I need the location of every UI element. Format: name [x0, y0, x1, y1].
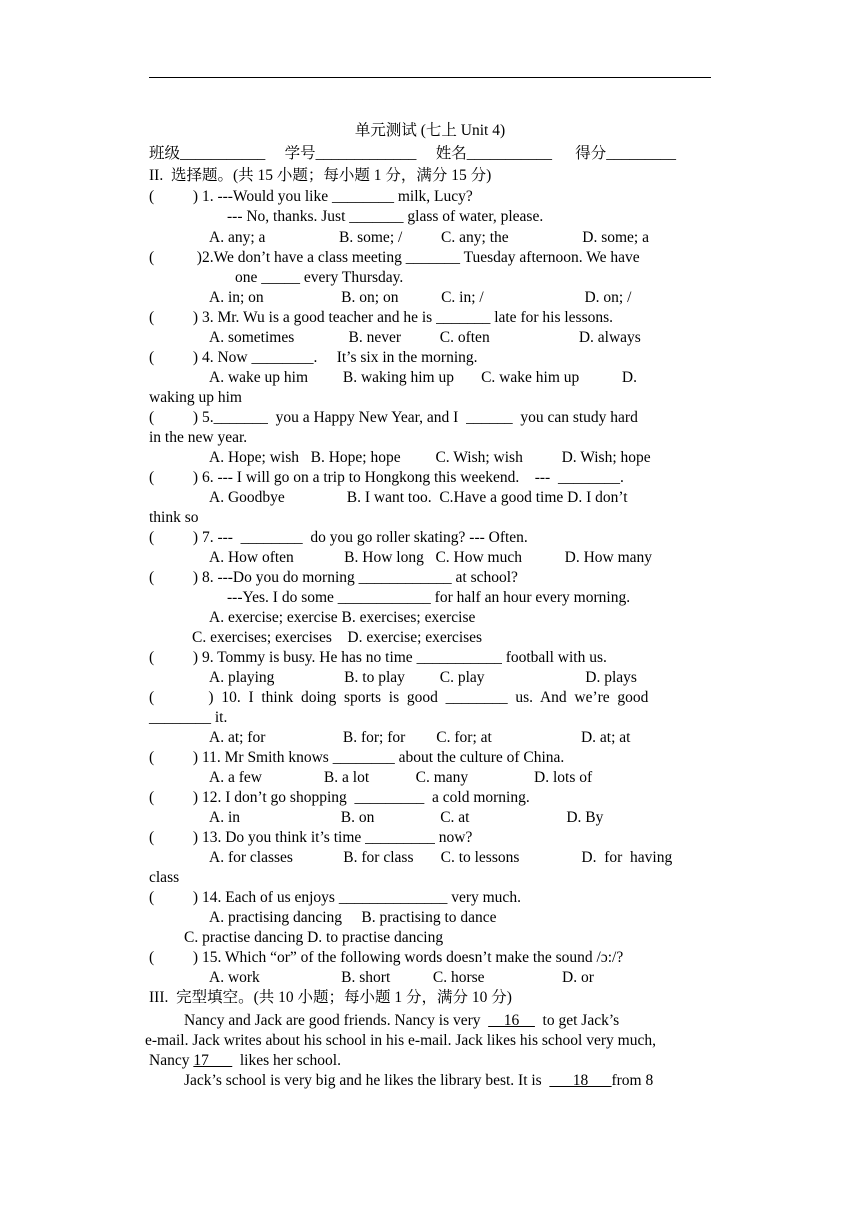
- blank-17: 17___: [193, 1052, 233, 1069]
- options-line: A. at; for B. for; for C. for; at D. at; at: [209, 729, 631, 746]
- question-line: ( ) 4. Now ________. It’s six in the morning.: [149, 349, 478, 366]
- options-line: C. practise dancing D. to practise dancing: [184, 929, 444, 946]
- options-line: A. exercise; exercise B. exercises; exercise: [209, 609, 476, 626]
- question-line: ( ) 5._______ you a Happy New Year, and I ______ you can study hard: [149, 409, 638, 426]
- options-line: A. playing B. to play C. play D. plays: [209, 669, 637, 686]
- question-line: one _____ every Thursday.: [235, 269, 404, 286]
- question-line: ( ) 11. Mr Smith knows ________ about the culture of China.: [149, 749, 565, 766]
- question-line: ---Yes. I do some ____________ for half an hour every morning.: [227, 589, 631, 606]
- blank-18: ___18___: [549, 1072, 612, 1089]
- options-line: A. How often B. How long C. How much D. How many: [209, 549, 653, 566]
- cloze-paragraph-line: Nancy 17___ likes her school.: [149, 1052, 341, 1069]
- page-title: 单元测试 (七上 Unit 4): [354, 122, 506, 139]
- options-line: waking up him: [149, 389, 242, 406]
- blank-16: __16__: [488, 1012, 535, 1029]
- options-line: C. exercises; exercises D. exercise; exercises: [192, 629, 483, 646]
- question-line: ( ) 7. --- ________ do you go roller skating? --- Often.: [149, 529, 528, 546]
- options-line: A. Goodbye B. I want too. C.Have a good time D. I don’t: [209, 489, 628, 506]
- options-line: A. wake up him B. waking him up C. wake him up D.: [209, 369, 637, 386]
- options-line: think so: [149, 509, 199, 526]
- cloze-paragraph-line: Nancy and Jack are good friends. Nancy is very __16__ to get Jack’s: [184, 1012, 620, 1029]
- question-line: ( ) 14. Each of us enjoys ______________ very much.: [149, 889, 521, 906]
- question-line: --- No, thanks. Just _______ glass of water, please.: [227, 208, 544, 225]
- options-line: A. in; on B. on; on C. in; / D. on; /: [209, 289, 632, 306]
- question-line: ( ) 13. Do you think it’s time _________ now?: [149, 829, 473, 846]
- options-line: A. Hope; wish B. Hope; hope C. Wish; wish D. Wish; hope: [209, 449, 651, 466]
- question-line: ( ) 9. Tommy is busy. He has no time ___________ football with us.: [149, 649, 607, 666]
- question-line: ( ) 3. Mr. Wu is a good teacher and he is _______ late for his lessons.: [149, 309, 614, 326]
- section-3-heading: III. 完型填空。(共 10 小题；每小题 1 分，满分 10 分): [149, 989, 512, 1006]
- options-line: class: [149, 869, 180, 886]
- options-line: A. any; a B. some; / C. any; the D. some; a: [209, 229, 649, 246]
- cloze-paragraph-line: e-mail. Jack writes about his school in his e-mail. Jack likes his school very much,: [145, 1032, 656, 1049]
- question-line: in the new year.: [149, 429, 248, 446]
- question-line: ( ) 12. I don’t go shopping _________ a cold morning.: [149, 789, 530, 806]
- question-line: ( ) 15. Which “or” of the following words doesn’t make the sound /ɔ:/?: [149, 949, 624, 966]
- question-line: ( ) 6. --- I will go on a trip to Hongkong this weekend. --- ________.: [149, 469, 624, 486]
- cloze-paragraph-line: Jack’s school is very big and he likes the library best. It is ___18___from 8: [184, 1072, 654, 1089]
- student-info-line: 班级___________ 学号_____________ 姓名___________ 得分_________: [149, 145, 677, 162]
- options-line: A. sometimes B. never C. often D. always: [209, 329, 641, 346]
- question-line: ( ) 10. I think doing sports is good ________ us. And we’re good: [149, 689, 649, 706]
- options-line: A. in B. on C. at D. By: [209, 809, 604, 826]
- options-line: A. a few B. a lot C. many D. lots of: [209, 769, 593, 786]
- section-2-heading: II. 选择题。(共 15 小题；每小题 1 分，满分 15 分): [149, 167, 492, 184]
- question-line: ( )2.We don’t have a class meeting _______ Tuesday afternoon. We have: [149, 249, 640, 266]
- options-line: A. work B. short C. horse D. or: [209, 969, 594, 986]
- question-line: ( ) 1. ---Would you like ________ milk, Lucy?: [149, 188, 473, 205]
- question-line: ________ it.: [149, 709, 228, 726]
- top-rule: [149, 77, 711, 78]
- question-line: ( ) 8. ---Do you do morning ____________ at school?: [149, 569, 518, 586]
- options-line: A. practising dancing B. practising to dance: [209, 909, 497, 926]
- options-line: A. for classes B. for class C. to lessons D. for having: [209, 849, 673, 866]
